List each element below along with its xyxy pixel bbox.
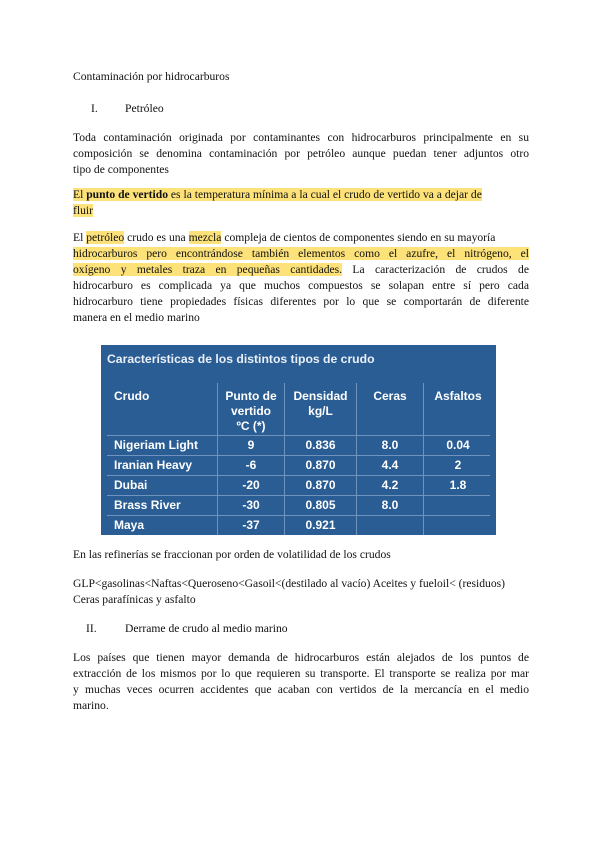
crude-types-table <box>101 345 496 535</box>
paragraph-refineries: En las refinerías se fraccionan por orden de volatilidad de los crudos <box>73 548 391 561</box>
highlight-text: es la temperatura mínima a la cual el crudo de vertido va a dejar de <box>168 188 482 201</box>
header-punto-vertido <box>219 389 283 434</box>
paragraph-pour-point <box>73 187 529 219</box>
header-line: vertido <box>230 404 271 418</box>
paragraph-line: hidrocarburo es complicada ya que muchos compuestos se solapan entre sí pero cada <box>73 279 529 292</box>
text-run: La caracterización de crudos de <box>342 263 529 276</box>
cell-ceras: 4.2 <box>381 478 399 492</box>
paragraph-line: GLP<gasolinas<Naftas<Queroseno<Gasoil<(destilado al vacío) Aceites y fueloil< (residuos) <box>73 577 506 590</box>
section-2-number: II. <box>86 622 97 635</box>
highlight-text: hidrocarburos pero encontrándose también elementos como el azufre, el nitrógeno, el <box>73 247 529 260</box>
cell-crudo: Iranian Heavy <box>114 458 193 472</box>
cell-punto: -30 <box>242 498 260 512</box>
highlight-term-pour-point: punto de vertido <box>86 188 169 201</box>
paragraph-line: extracción de los mismos por lo que requieren su transporte. El transporte se realiza por mar <box>73 667 529 680</box>
section-1-number: I. <box>91 102 98 115</box>
cell-ceras: 8.0 <box>381 438 399 452</box>
cell-densidad: 0.921 <box>305 518 336 532</box>
cell-ceras: 8.0 <box>381 498 399 512</box>
cell-asfaltos: 0.04 <box>446 438 470 452</box>
highlight-text: mezcla <box>188 231 222 244</box>
paragraph-line: Toda contaminación originada por contaminantes con hidrocarburos principalmente en su <box>73 131 529 144</box>
paragraph-fractions <box>73 576 533 608</box>
header-line: kg/L <box>308 404 333 418</box>
cell-crudo: Nigeriam Light <box>114 438 199 452</box>
cell-punto: -20 <box>242 478 260 492</box>
cell-crudo: Dubai <box>114 478 148 492</box>
text-run: compleja de cientos de componentes siendo en su mayoría <box>221 231 496 244</box>
cell-punto: -37 <box>242 518 260 532</box>
paragraph-line: Los países que tienen mayor demanda de hidrocarburos están alejados de los puntos de <box>73 651 529 664</box>
header-crudo: Crudo <box>114 389 150 403</box>
table-row <box>101 496 496 516</box>
paragraph-line: marino. <box>73 699 109 712</box>
highlight-text: fluir <box>73 204 93 217</box>
paragraph-crude-oil <box>73 230 529 326</box>
table-row <box>101 516 496 536</box>
section-2-heading: Derrame de crudo al medio marino <box>125 622 288 635</box>
table-row <box>101 476 496 496</box>
header-ceras: Ceras <box>373 389 407 403</box>
document-title: Contaminación por hidrocarburos <box>73 70 230 83</box>
text-run: El <box>73 231 87 244</box>
cell-crudo: Maya <box>114 518 145 532</box>
cell-densidad: 0.836 <box>305 438 336 452</box>
cell-punto: -6 <box>245 458 257 472</box>
paragraph-spill <box>73 650 529 714</box>
paragraph-line: hidrocarburo tiene propiedades físicas diferentes por lo que se comportarán de diferente <box>73 295 529 308</box>
cell-punto: 9 <box>247 438 255 452</box>
header-line: Punto de <box>225 389 277 403</box>
text-run: crudo es una <box>124 231 189 244</box>
cell-asfaltos: 2 <box>454 458 462 472</box>
cell-asfaltos: 1.8 <box>449 478 467 492</box>
paragraph-line: manera en el medio marino <box>73 311 200 324</box>
section-1-heading: Petróleo <box>125 102 164 115</box>
paragraph-line: composición se denomina contaminación por petróleo aunque puedan tener adjuntos otro <box>73 147 529 160</box>
header-line: ºC (*) <box>236 419 266 433</box>
paragraph-line: y muchas veces ocurren accidentes que acaban con vertidos de la mercancía en el medio <box>73 683 529 696</box>
cell-densidad: 0.805 <box>305 498 336 512</box>
cell-densidad: 0.870 <box>305 458 336 472</box>
table-row <box>101 436 496 456</box>
header-line: Densidad <box>293 389 348 403</box>
paragraph-line: tipo de componentes <box>73 163 169 176</box>
highlight-text: oxígeno y metales traza en pequeñas cantidades. <box>73 263 343 276</box>
table-row <box>101 456 496 476</box>
header-densidad <box>286 389 355 419</box>
cell-ceras: 4.4 <box>381 458 399 472</box>
paragraph-contamination <box>73 130 529 178</box>
paragraph-line: Ceras parafínicas y asfalto <box>73 593 196 606</box>
cell-densidad: 0.870 <box>305 478 336 492</box>
cell-crudo: Brass River <box>114 498 181 512</box>
highlight-text: El <box>73 188 87 201</box>
table-title: Características de los distintos tipos de crudo <box>107 352 375 366</box>
header-asfaltos: Asfaltos <box>434 389 482 403</box>
highlight-text: petróleo <box>86 231 125 244</box>
